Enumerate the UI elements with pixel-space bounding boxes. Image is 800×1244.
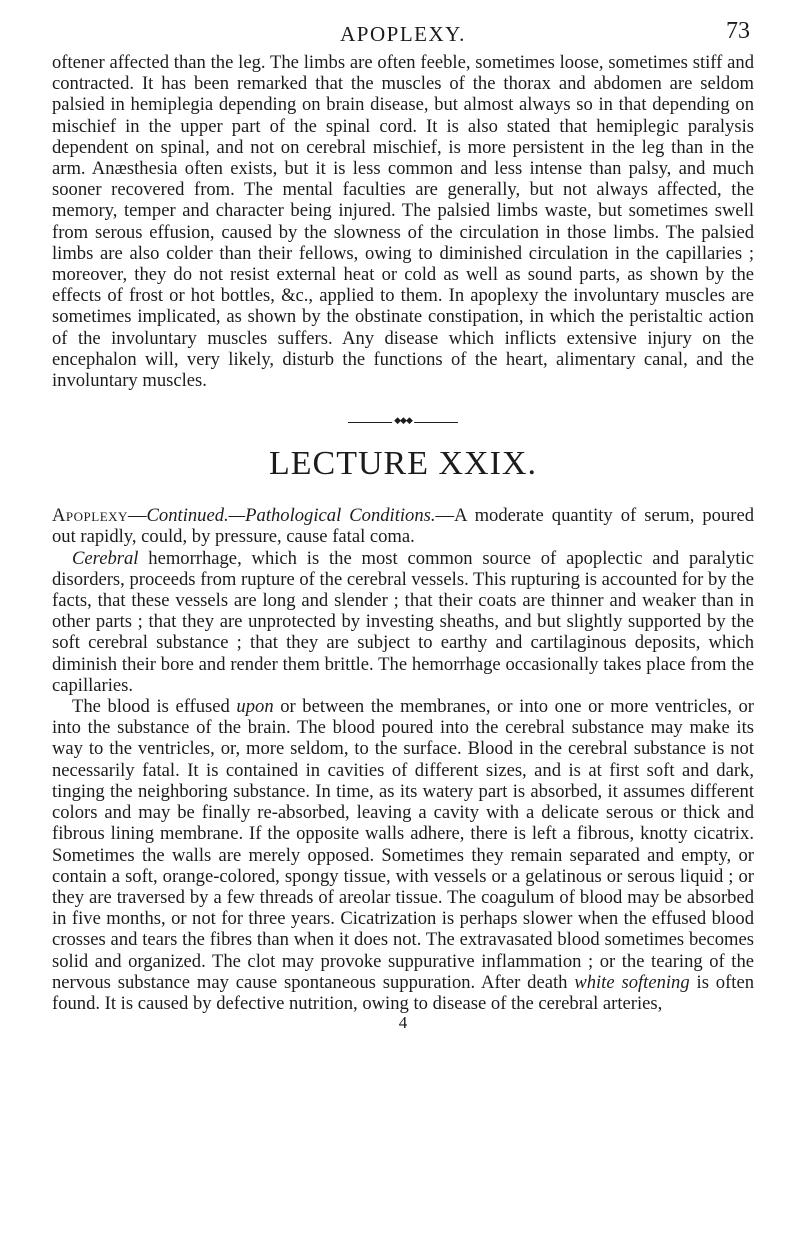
p3-b: or between the membranes, or into one or more ventricles, or into the substance of the brain. The blood poured into the cerebral substance may make its way to the ventricles, or, more seldom, to the surface. Blood in the cerebral substance is not necessarily fatal. It is contained in cavities of different sizes, and is at first soft and dark, tinging the neighboring substance. In time, as its watery part is absorbed, it assumes different colors and may be finally re-absorbed, leaving a cavity with a delicate serous or thick and fibrous lining membrane. If the opposite walls adhere, there is left a fibrous, knotty cicatrix. Sometimes the walls are merely opposed. Sometimes they remain separated and empty, or contain a soft, orange-colored, spongy tissue, with vessels or a gelatinous or serous liquid ; or they are traversed by a few threads of areolar tissue. The coagulum of blood may be absorbed in five months, or not for three years. Cicatrization is perhaps slower when the effused blood crosses and tears the fibres than when it does not. The extravasated blood sometimes becomes solid and organized. The clot may provoke suppurative inflammation ; or the tearing of the nervous substance may cause spontaneous suppuration. After death <box>52 696 754 993</box>
p3-italic: upon <box>236 696 274 718</box>
cerebral-hemorrhage-paragraph <box>52 548 754 696</box>
p2-italic: Cerebral <box>72 547 139 569</box>
effusion-paragraph <box>52 696 754 1014</box>
ornament-rule-icon <box>348 422 458 423</box>
page-number: 73 <box>726 18 750 44</box>
p3-c: is often found. It is caused by defective nutrition, owing to disease of the cerebral arteries, <box>52 971 755 1014</box>
continued-paragraph: oftener affected than the leg. The limbs are often feeble, sometimes loose, sometimes stiff and contracted. It has been remarked that the muscles of the thorax and abdomen are seldom palsied in hemiplegia depending on brain disease, but almost always so in that depending on mischief in the upper part of the spinal cord. It is also stated that hemiplegic paralysis dependent on spinal, and not on cerebral mischief, is more persistent in the leg than in the arm. Anæsthesia often exists, but it is less common and less intense than palsy, and much sooner recovered from. The mental faculties are generally, but not always affected, the memory, temper and character being injured. The palsied limbs waste, but sometimes swell from serous effusion, caused by the slowness of the circulation in those limbs. The palsied limbs are also colder than their fellows, owing to diminished circulation in the capillaries ; moreover, they do not resist external heat or cold as well as sound parts, as shown by the effects of frost or hot bottles, &c., applied to them. In apoplexy the involuntary muscles are sometimes implicated, as shown by the obstinate constipation, in which the peristaltic action of the involuntary muscles suffers. Any disease which inflicts extensive injury on the encephalon will, very likely, disturb the functions of the heart, alimentary canal, and the involuntary muscles. <box>52 52 754 392</box>
lead-italic: Continued.—Pathological Conditions. <box>146 505 436 527</box>
running-head <box>52 0 754 52</box>
lecture-heading: LECTURE XXIX. <box>269 445 537 483</box>
lecture-lead-paragraph <box>52 505 754 547</box>
p3-italic2: white softening <box>574 971 690 993</box>
lead-rest: —A moderate quantity of serum, poured out rapidly, could, by pressure, cause fatal coma. <box>52 505 755 548</box>
lead-separator: — <box>127 505 147 527</box>
running-title: APOPLEXY. <box>340 22 466 46</box>
signature-mark: 4 <box>398 1013 408 1033</box>
lead-smallcaps: Apoplexy <box>52 505 128 527</box>
section-ornament <box>52 413 754 425</box>
p3-a: The blood is effused <box>72 696 237 718</box>
p2-rest: hemorrhage, which is the most common source of apoplectic and paralytic disorders, proceeds from rupture of the cerebral vessels. This rupturing is accounted for by the facts, that these vessels are long and slender ; that their coats are thinner and weaker than in other parts ; that they are unprotected by investing sheaths, and but slightly supported by the soft cerebral substance ; that they are subject to earthy and cartilaginous deposits, which diminish their bore and render them brittle. The hemorrhage occasionally takes place from the capillaries. <box>52 547 754 696</box>
